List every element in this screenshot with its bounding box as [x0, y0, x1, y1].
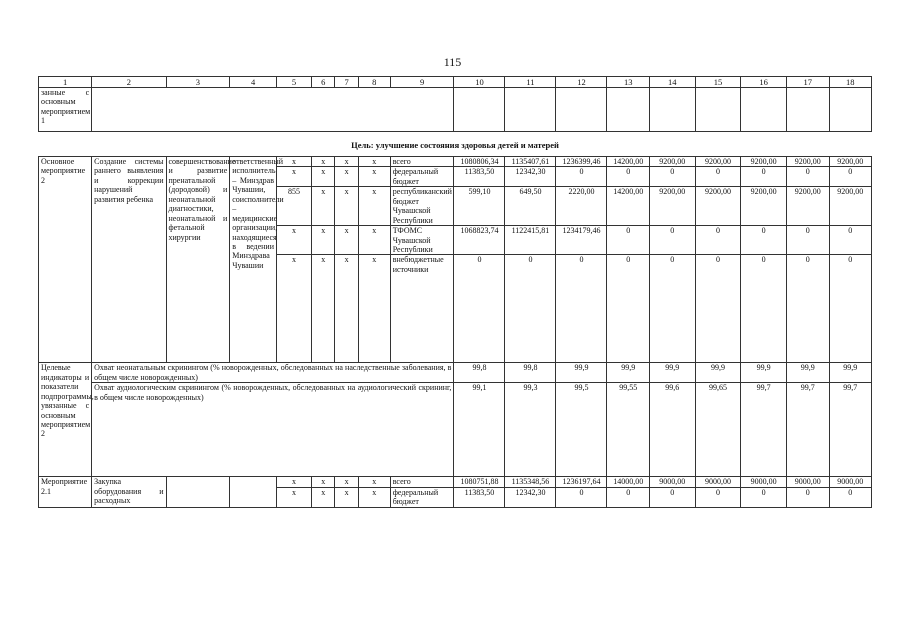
value-cell: 99,7 [741, 383, 787, 477]
value-cell: 99,8 [454, 363, 505, 383]
value-cell: 0 [649, 167, 695, 187]
code-cell: x [312, 477, 335, 487]
value-cell: 0 [556, 487, 607, 507]
event21-description [166, 477, 230, 507]
value-cell: 99,9 [741, 363, 787, 383]
value-cell: 9200,00 [787, 157, 830, 167]
event21-title: Закупка оборудования и расходных [92, 477, 166, 507]
funding-source: всего [390, 157, 454, 167]
value-cell: 1236399,46 [556, 157, 607, 167]
value-cell [649, 88, 695, 132]
value-cell: 1234179,46 [556, 226, 607, 255]
code-cell: x [358, 226, 390, 255]
value-cell: 12342,30 [505, 167, 556, 187]
value-cell: 0 [649, 226, 695, 255]
value-cell: 0 [787, 255, 830, 363]
code-cell: x [335, 167, 358, 187]
value-cell [741, 88, 787, 132]
value-cell [787, 88, 830, 132]
value-cell [454, 88, 505, 132]
value-cell: 0 [829, 487, 872, 507]
column-number: 12 [556, 77, 607, 88]
value-cell: 14200,00 [607, 187, 650, 226]
indicator-row [39, 383, 872, 477]
value-cell: 99,1 [454, 383, 505, 477]
value-cell: 9000,00 [695, 477, 741, 487]
event2-name: Основное мероприятие 2 [39, 157, 92, 363]
value-cell: 9000,00 [829, 477, 872, 487]
value-cell: 99,3 [505, 383, 556, 477]
event2-row-total [39, 157, 872, 167]
value-cell: 0 [829, 226, 872, 255]
column-number: 5 [277, 77, 312, 88]
event2-executor: ответственный исполнитель – Минздрав Чувашии, соисполнители – медицинские организации, находящиеся в ведении Минздрава Чувашии [230, 157, 277, 363]
value-cell: 99,9 [829, 363, 872, 383]
value-cell: 0 [607, 167, 650, 187]
prev-block-text [92, 88, 454, 132]
value-cell: 1080751,88 [454, 477, 505, 487]
value-cell: 9200,00 [787, 187, 830, 226]
column-number: 7 [335, 77, 358, 88]
code-cell: x [277, 477, 312, 487]
code-cell: x [312, 187, 335, 226]
value-cell: 599,10 [454, 187, 505, 226]
value-cell: 99,6 [649, 383, 695, 477]
goal-heading: Цель: улучшение состояния здоровья детей и матерей [39, 132, 872, 157]
funding-source: внебюджетные источники [390, 255, 454, 363]
code-cell: x [277, 487, 312, 507]
value-cell [829, 88, 872, 132]
value-cell: 0 [741, 487, 787, 507]
value-cell: 99,65 [695, 383, 741, 477]
code-cell: x [312, 226, 335, 255]
value-cell: 649,50 [505, 187, 556, 226]
value-cell [607, 88, 650, 132]
value-cell: 9000,00 [787, 477, 830, 487]
event21-executor [230, 477, 277, 507]
value-cell: 99,7 [787, 383, 830, 477]
column-number: 14 [649, 77, 695, 88]
event21-row-total [39, 477, 872, 487]
value-cell: 1068823,74 [454, 226, 505, 255]
column-number: 4 [230, 77, 277, 88]
value-cell: 0 [649, 487, 695, 507]
prev-block-row [39, 88, 872, 132]
value-cell: 9200,00 [741, 157, 787, 167]
value-cell: 9200,00 [695, 187, 741, 226]
value-cell: 12342,30 [505, 487, 556, 507]
goal-row [39, 132, 872, 157]
indicator-row [39, 363, 872, 383]
column-number: 18 [829, 77, 872, 88]
event21-name: Мероприятие 2.1 [39, 477, 92, 507]
code-cell: x [312, 255, 335, 363]
column-number: 15 [695, 77, 741, 88]
value-cell: 0 [829, 255, 872, 363]
value-cell: 1236197,64 [556, 477, 607, 487]
code-cell: x [358, 487, 390, 507]
value-cell: 0 [607, 226, 650, 255]
code-cell: 855 [277, 187, 312, 226]
value-cell: 0 [787, 226, 830, 255]
value-cell: 0 [741, 167, 787, 187]
value-cell: 99,7 [829, 383, 872, 477]
value-cell: 0 [741, 226, 787, 255]
value-cell: 11383,50 [454, 487, 505, 507]
value-cell: 99,9 [695, 363, 741, 383]
value-cell: 9200,00 [741, 187, 787, 226]
value-cell: 99,55 [607, 383, 650, 477]
value-cell: 9200,00 [829, 187, 872, 226]
value-cell: 14200,00 [607, 157, 650, 167]
value-cell: 0 [607, 487, 650, 507]
value-cell [556, 88, 607, 132]
indicators-label: Целевые индикаторы и показатели подпрограммы, увязанные с основным мероприятием 2 [39, 363, 92, 477]
code-cell: x [335, 487, 358, 507]
value-cell: 1135348,56 [505, 477, 556, 487]
event2-description: совершенствование и развитие пренатальной (дородовой) и неонатальной диагностики, неонатальной и фетальной хирургии [166, 157, 230, 363]
value-cell: 0 [787, 167, 830, 187]
value-cell: 1080806,34 [454, 157, 505, 167]
value-cell: 99,9 [607, 363, 650, 383]
value-cell: 0 [695, 487, 741, 507]
value-cell: 99,5 [556, 383, 607, 477]
funding-source: федеральный бюджет [390, 167, 454, 187]
value-cell [695, 88, 741, 132]
funding-source: ТФОМС Чувашской Республики [390, 226, 454, 255]
code-cell: x [277, 255, 312, 363]
indicator-text: Охват аудиологическим скринингом (% новорожденных, обследованных на аудиологический скрининг, в общем числе новорожденных) [92, 383, 454, 477]
value-cell: 2220,00 [556, 187, 607, 226]
code-cell: x [358, 167, 390, 187]
code-cell: x [358, 255, 390, 363]
value-cell [505, 88, 556, 132]
value-cell: 0 [695, 255, 741, 363]
value-cell: 1122415,81 [505, 226, 556, 255]
value-cell: 9200,00 [829, 157, 872, 167]
value-cell: 0 [607, 255, 650, 363]
value-cell: 1135407,61 [505, 157, 556, 167]
code-cell: x [358, 157, 390, 167]
value-cell: 9200,00 [649, 157, 695, 167]
code-cell: x [277, 226, 312, 255]
code-cell: x [335, 477, 358, 487]
value-cell: 9200,00 [695, 157, 741, 167]
column-number: 6 [312, 77, 335, 88]
code-cell: x [335, 226, 358, 255]
program-table [38, 76, 872, 508]
column-number: 10 [454, 77, 505, 88]
value-cell: 0 [829, 167, 872, 187]
funding-source: республиканский бюджет Чувашской Республики [390, 187, 454, 226]
value-cell: 9000,00 [741, 477, 787, 487]
code-cell: x [335, 255, 358, 363]
value-cell: 0 [556, 255, 607, 363]
prev-block-label: занные с основным мероприятием 1 [39, 88, 92, 132]
value-cell: 11383,50 [454, 167, 505, 187]
value-cell: 0 [454, 255, 505, 363]
indicator-text: Охват неонатальным скринингом (% новорожденных, обследованных на наследственные заболевания, в общем числе новорожденных) [92, 363, 454, 383]
value-cell: 0 [695, 167, 741, 187]
value-cell: 14000,00 [607, 477, 650, 487]
code-cell: x [358, 477, 390, 487]
column-number: 1 [39, 77, 92, 88]
value-cell: 0 [741, 255, 787, 363]
value-cell: 0 [695, 226, 741, 255]
code-cell: x [312, 157, 335, 167]
page-number: 115 [443, 55, 462, 69]
code-cell: x [277, 157, 312, 167]
funding-source: всего [390, 477, 454, 487]
value-cell: 99,9 [556, 363, 607, 383]
column-number: 3 [166, 77, 230, 88]
code-cell: x [277, 167, 312, 187]
column-number: 9 [390, 77, 454, 88]
column-number: 13 [607, 77, 650, 88]
value-cell: 99,8 [505, 363, 556, 383]
value-cell: 0 [556, 167, 607, 187]
value-cell: 0 [649, 255, 695, 363]
value-cell: 9200,00 [649, 187, 695, 226]
column-number: 16 [741, 77, 787, 88]
column-number: 17 [787, 77, 830, 88]
value-cell: 0 [787, 487, 830, 507]
code-cell: x [335, 157, 358, 167]
column-number: 2 [92, 77, 166, 88]
value-cell: 99,9 [649, 363, 695, 383]
event2-title: Создание системы раннего выявления и коррекции нарушений развития ребенка [92, 157, 166, 363]
column-number: 8 [358, 77, 390, 88]
value-cell: 9000,00 [649, 477, 695, 487]
value-cell: 99,9 [787, 363, 830, 383]
code-cell: x [358, 187, 390, 226]
column-number: 11 [505, 77, 556, 88]
value-cell: 0 [505, 255, 556, 363]
funding-source: федеральный бюджет [390, 487, 454, 507]
column-number-row [39, 77, 872, 88]
code-cell: x [312, 487, 335, 507]
code-cell: x [312, 167, 335, 187]
code-cell: x [335, 187, 358, 226]
